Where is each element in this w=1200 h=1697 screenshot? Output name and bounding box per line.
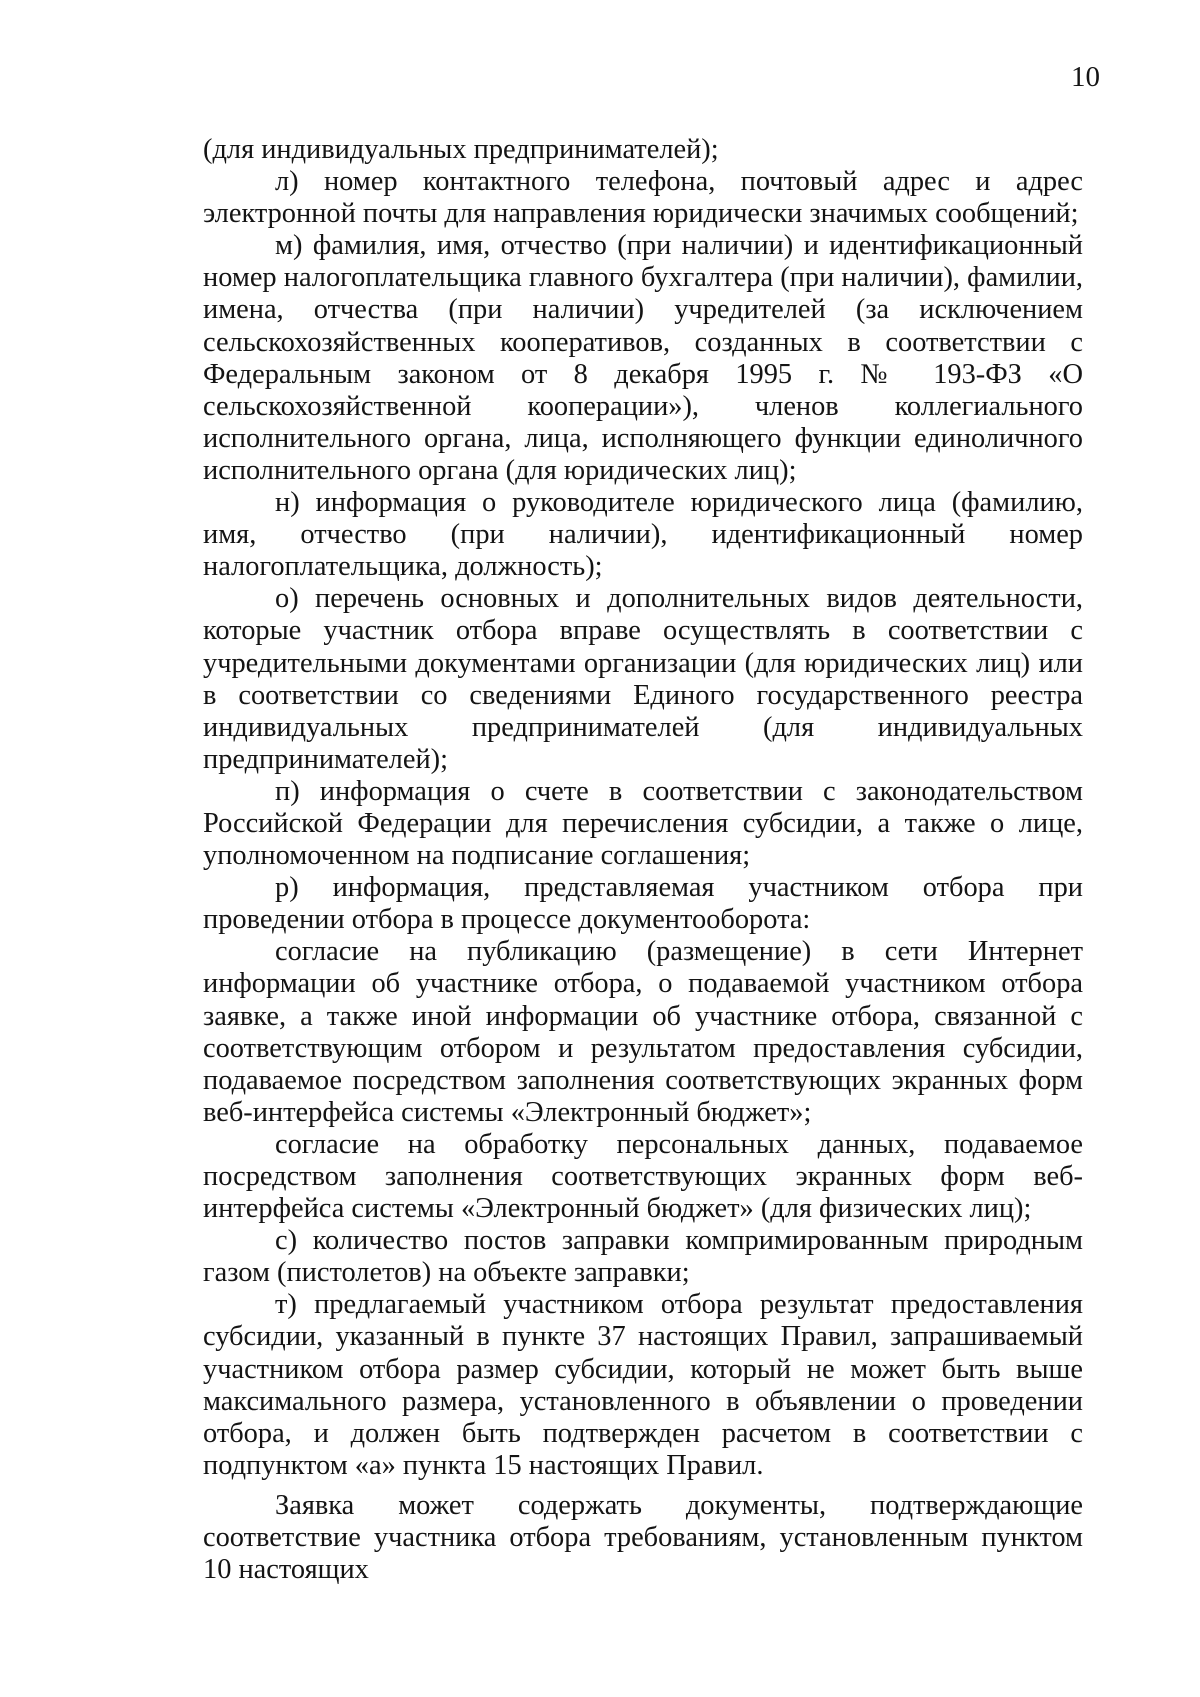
- document-body: [203, 134, 1083, 1586]
- paragraph-item-m: м) фамилия, имя, отчество (при наличии) и идентификационный номер налогоплательщика главного бухгалтера (при наличии), фамилии, имена, отчества (при наличии) учредителей (за исключением сельскохозяйственных кооперативов, созданных в соответствии с Федеральным законом от 8 декабря 1995 г. № 193-ФЗ «О сельскохозяйственной кооперации»), членов коллегиального исполнительного органа, лица, исполняющего функции единоличного исполнительного органа (для юридических лиц);: [203, 230, 1083, 486]
- paragraph-item-r: р) информация, представляемая участником отбора при проведении отбора в процессе документооборота:: [203, 872, 1083, 936]
- paragraph-continuation: (для индивидуальных предпринимателей);: [203, 134, 719, 165]
- paragraph-consent-publication: согласие на публикацию (размещение) в сети Интернет информации об участнике отбора, о подаваемой участником отбора заявке, а также иной информации об участнике отбора, связанной с соответствующим отбором и результатом предоставления субсидии, подаваемое посредством заполнения соответствующих экранных форм веб-интерфейса системы «Электронный бюджет»;: [203, 936, 1083, 1128]
- paragraph-item-p: п) информация о счете в соответствии с законодательством Российской Федерации для перечисления субсидии, а также о лице, уполномоченном на подписание соглашения;: [203, 775, 1083, 872]
- paragraph-item-s: с) количество постов заправки компримированным природным газом (пистолетов) на объекте заправки;: [203, 1225, 1083, 1289]
- paragraph-item-n: н) информация о руководителе юридического лица (фамилию, имя, отчество (при наличии), идентификационный номер налогоплательщика, должность);: [203, 487, 1083, 583]
- page-number: 10: [1071, 61, 1100, 93]
- paragraph-consent-personal-data: согласие на обработку персональных данных, подаваемое посредством заполнения соответствующих экранных форм веб-интерфейса системы «Электронный бюджет» (для физических лиц);: [203, 1128, 1083, 1225]
- paragraph-application-documents: Заявка может содержать документы, подтверждающие соответствие участника отбора требованиям, установленным пунктом 10 настоящих: [203, 1489, 1083, 1586]
- paragraph-item-o: о) перечень основных и дополнительных видов деятельности, которые участник отбора вправе осуществлять в соответствии с учредительными документами организации (для юридических лиц) или в соответствии со сведениями Единого государственного реестра индивидуальных предпринимателей (для индивидуальных предпринимателей);: [203, 583, 1083, 775]
- paragraph-item-t: т) предлагаемый участником отбора результат предоставления субсидии, указанный в пункте 37 настоящих Правил, запрашиваемый участником отбора размер субсидии, который не может быть выше максимального размера, установленного в объявлении о проведении отбора, и должен быть подтвержден расчетом в соответствии с подпунктом «а» пункта 15 настоящих Правил.: [203, 1289, 1083, 1481]
- paragraph-item-l: л) номер контактного телефона, почтовый адрес и адрес электронной почты для направления юридически значимых сообщений;: [203, 166, 1083, 230]
